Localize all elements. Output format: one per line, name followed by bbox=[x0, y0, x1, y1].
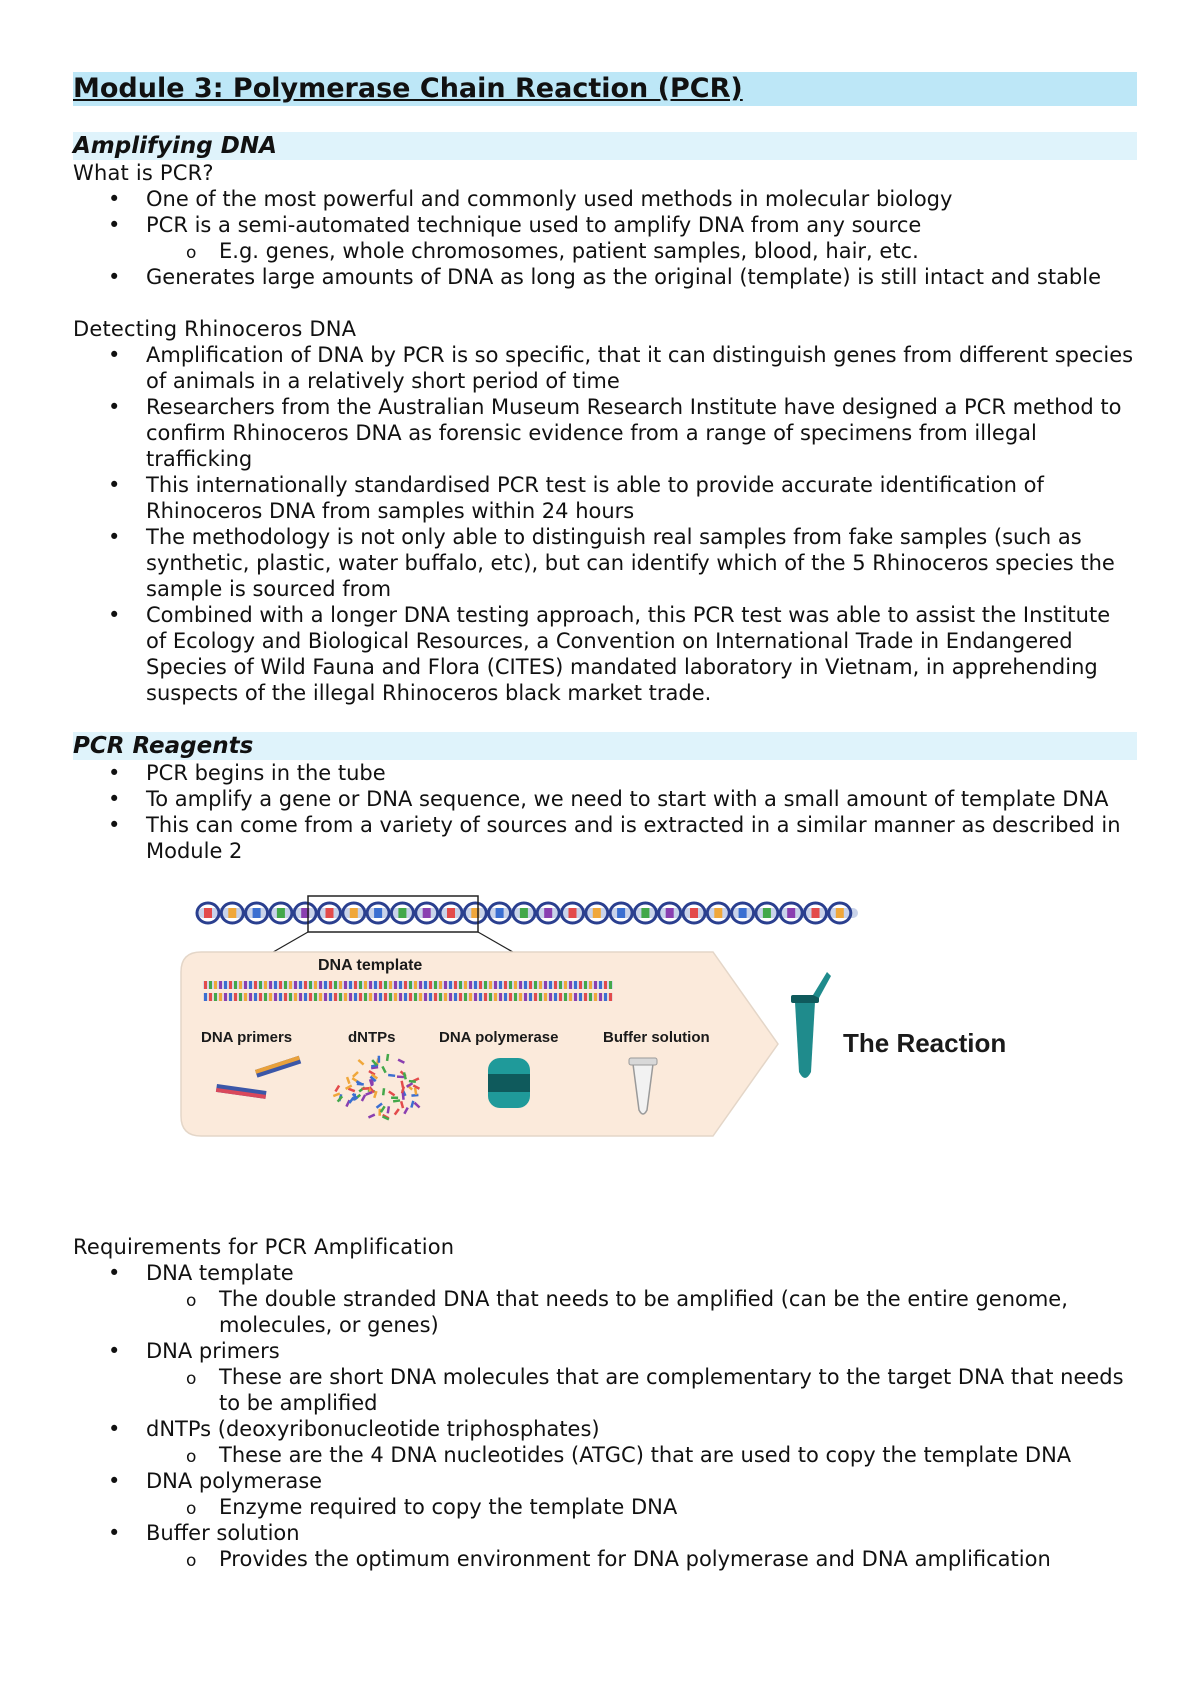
template-base bbox=[309, 993, 312, 1001]
template-base bbox=[584, 993, 587, 1001]
sub-list-item: o These are short DNA molecules that are complementary to the target DNA that needs to be amplified bbox=[73, 1364, 1137, 1416]
template-base bbox=[329, 993, 332, 1001]
template-base bbox=[214, 981, 217, 989]
template-base bbox=[504, 993, 507, 1001]
dntp-molecule bbox=[378, 1056, 381, 1063]
template-base bbox=[524, 981, 527, 989]
template-base bbox=[369, 993, 372, 1001]
dntp-molecule bbox=[391, 1097, 398, 1100]
subheading-detecting-rhinoceros-dna: Detecting Rhinoceros DNA bbox=[73, 317, 357, 341]
list-item: • Amplification of DNA by PCR is so specific, that it can distinguish genes from different species of animals in a relatively short period of time bbox=[73, 342, 1137, 394]
list-item: • Generates large amounts of DNA as long as the original (template) is still intact and stable bbox=[73, 264, 1137, 290]
template-base bbox=[609, 981, 612, 989]
template-base bbox=[484, 981, 487, 989]
template-base bbox=[269, 981, 272, 989]
template-base bbox=[279, 993, 282, 1001]
list-item: • DNA polymerase bbox=[73, 1468, 1137, 1494]
template-base bbox=[264, 993, 267, 1001]
template-base bbox=[564, 981, 567, 989]
template-base bbox=[569, 981, 572, 989]
template-base bbox=[509, 981, 512, 989]
template-base bbox=[379, 981, 382, 989]
sub-list-item: o E.g. genes, whole chromosomes, patient samples, blood, hair, etc. bbox=[73, 238, 1137, 264]
template-base bbox=[349, 993, 352, 1001]
template-base bbox=[284, 981, 287, 989]
template-base bbox=[399, 993, 402, 1001]
template-base bbox=[239, 981, 242, 989]
list-item: • Researchers from the Australian Museum Research Institute have designed a PCR method to confirm Rhinoceros DNA as forensic evidence from a range of specimens from illegal trafficking bbox=[73, 394, 1137, 472]
helix-base-pair bbox=[350, 908, 358, 918]
template-base bbox=[574, 993, 577, 1001]
template-base bbox=[224, 993, 227, 1001]
template-base bbox=[479, 993, 482, 1001]
template-base bbox=[289, 993, 292, 1001]
template-base bbox=[454, 993, 457, 1001]
helix-base-pair bbox=[714, 908, 722, 918]
template-base bbox=[314, 981, 317, 989]
template-base bbox=[589, 981, 592, 989]
template-base bbox=[384, 993, 387, 1001]
template-base bbox=[294, 993, 297, 1001]
template-base bbox=[469, 981, 472, 989]
template-base bbox=[494, 993, 497, 1001]
template-base bbox=[534, 993, 537, 1001]
subheading-requirements: Requirements for PCR Amplification bbox=[73, 1235, 455, 1259]
template-base bbox=[389, 981, 392, 989]
template-base bbox=[299, 981, 302, 989]
template-base bbox=[569, 993, 572, 1001]
template-base bbox=[319, 981, 322, 989]
template-base bbox=[389, 993, 392, 1001]
template-base bbox=[244, 993, 247, 1001]
helix-base-pair bbox=[787, 908, 795, 918]
template-base bbox=[559, 993, 562, 1001]
template-base bbox=[429, 981, 432, 989]
template-base bbox=[254, 981, 257, 989]
template-base bbox=[324, 993, 327, 1001]
helix-base-pair bbox=[641, 908, 649, 918]
template-base bbox=[529, 981, 532, 989]
template-base bbox=[509, 993, 512, 1001]
list-item: • To amplify a gene or DNA sequence, we need to start with a small amount of template DNA bbox=[73, 786, 1137, 812]
template-base bbox=[594, 981, 597, 989]
template-base bbox=[549, 981, 552, 989]
template-base bbox=[404, 981, 407, 989]
list-item: • DNA template bbox=[73, 1260, 1137, 1286]
template-base bbox=[249, 981, 252, 989]
template-base bbox=[374, 993, 377, 1001]
sub-list-item: o Enzyme required to copy the template DNA bbox=[73, 1494, 1137, 1520]
sub-list-item: o These are the 4 DNA nucleotides (ATGC) that are used to copy the template DNA bbox=[73, 1442, 1137, 1468]
template-base bbox=[574, 981, 577, 989]
template-base bbox=[254, 993, 257, 1001]
label-the-reaction: The Reaction bbox=[843, 1028, 1007, 1058]
template-base bbox=[444, 981, 447, 989]
template-base bbox=[544, 993, 547, 1001]
template-base bbox=[449, 981, 452, 989]
template-base bbox=[514, 981, 517, 989]
template-base bbox=[304, 981, 307, 989]
template-base bbox=[229, 993, 232, 1001]
list-item: • The methodology is not only able to distinguish real samples from fake samples (such as synthetic, plastic, water buffalo, etc), but can identify which of the 5 Rhinoceros species the sample is sourced from bbox=[73, 524, 1137, 602]
template-base bbox=[309, 981, 312, 989]
template-base bbox=[259, 981, 262, 989]
template-base bbox=[554, 981, 557, 989]
template-base bbox=[484, 993, 487, 1001]
template-base bbox=[434, 981, 437, 989]
template-base bbox=[229, 981, 232, 989]
pcr-reaction-figure bbox=[73, 874, 1137, 1174]
list-item: • This can come from a variety of sources and is extracted in a similar manner as described in Module 2 bbox=[73, 812, 1137, 864]
template-base bbox=[459, 993, 462, 1001]
template-base bbox=[394, 981, 397, 989]
template-base bbox=[489, 993, 492, 1001]
template-base bbox=[234, 993, 237, 1001]
template-base bbox=[519, 993, 522, 1001]
template-base bbox=[269, 993, 272, 1001]
template-base bbox=[209, 993, 212, 1001]
template-base bbox=[459, 981, 462, 989]
template-base bbox=[594, 993, 597, 1001]
template-base bbox=[349, 981, 352, 989]
dntp-molecule bbox=[378, 1109, 381, 1116]
list-item: • PCR is a semi-automated technique used to amplify DNA from any source bbox=[73, 212, 1137, 238]
template-base bbox=[419, 981, 422, 989]
template-base bbox=[474, 981, 477, 989]
template-base bbox=[259, 993, 262, 1001]
template-base bbox=[514, 993, 517, 1001]
template-base bbox=[329, 981, 332, 989]
template-base bbox=[334, 993, 337, 1001]
template-base bbox=[489, 981, 492, 989]
template-base bbox=[399, 981, 402, 989]
list-item: • Combined with a longer DNA testing approach, this PCR test was able to assist the Institute of Ecology and Biological Resources, a Convention on International Trade in Endangered Species of Wild Fauna and Flora (CITES) mandated laboratory in Vietnam, in apprehending suspects of the illegal Rhinoceros black market trade. bbox=[73, 602, 1137, 706]
template-base bbox=[239, 993, 242, 1001]
sub-list-item: o The double stranded DNA that needs to be amplified (can be the entire genome, molecules, or genes) bbox=[73, 1286, 1137, 1338]
template-base bbox=[539, 993, 542, 1001]
template-base bbox=[464, 981, 467, 989]
template-base bbox=[334, 981, 337, 989]
helix-base-pair bbox=[277, 908, 285, 918]
template-base bbox=[454, 981, 457, 989]
template-base bbox=[364, 993, 367, 1001]
template-base bbox=[204, 993, 207, 1001]
template-base bbox=[204, 981, 207, 989]
helix-base-pair bbox=[253, 908, 261, 918]
helix-base-pair bbox=[593, 908, 601, 918]
helix-base-pair bbox=[836, 908, 844, 918]
template-base bbox=[354, 981, 357, 989]
template-base bbox=[419, 993, 422, 1001]
template-base bbox=[544, 981, 547, 989]
template-base bbox=[324, 981, 327, 989]
helix-base-pair bbox=[326, 908, 334, 918]
template-base bbox=[424, 981, 427, 989]
page-title: Module 3: Polymerase Chain Reaction (PCR) bbox=[73, 72, 1137, 106]
list-item: • dNTPs (deoxyribonucleotide triphosphates) bbox=[73, 1416, 1137, 1442]
template-base bbox=[359, 981, 362, 989]
template-base bbox=[429, 993, 432, 1001]
template-base bbox=[599, 993, 602, 1001]
template-base bbox=[219, 981, 222, 989]
helix-base-pair bbox=[228, 908, 236, 918]
template-base bbox=[584, 981, 587, 989]
helix-base-pair bbox=[204, 908, 212, 918]
template-base bbox=[504, 981, 507, 989]
helix-base-pair bbox=[690, 908, 698, 918]
template-base bbox=[579, 981, 582, 989]
template-base bbox=[499, 993, 502, 1001]
helix-base-pair bbox=[569, 908, 577, 918]
template-base bbox=[564, 993, 567, 1001]
template-base bbox=[519, 981, 522, 989]
list-requirements bbox=[73, 1260, 1137, 1572]
list-what-is-pcr bbox=[73, 186, 1137, 290]
template-base bbox=[464, 993, 467, 1001]
subheading-what-is-pcr: What is PCR? bbox=[73, 161, 214, 185]
helix-base-pair bbox=[374, 908, 382, 918]
helix-base-pair bbox=[739, 908, 747, 918]
template-base bbox=[209, 981, 212, 989]
template-base bbox=[589, 993, 592, 1001]
list-item: • One of the most powerful and commonly used methods in molecular biology bbox=[73, 186, 1137, 212]
pcr-diagram bbox=[73, 874, 1137, 1174]
template-base bbox=[409, 993, 412, 1001]
helix-base-pair bbox=[520, 908, 528, 918]
template-base bbox=[604, 993, 607, 1001]
template-base bbox=[264, 981, 267, 989]
template-base bbox=[559, 981, 562, 989]
heading-amplifying-dna: Amplifying DNA bbox=[73, 132, 1137, 160]
template-base bbox=[274, 981, 277, 989]
template-base bbox=[409, 981, 412, 989]
template-base bbox=[439, 993, 442, 1001]
template-base bbox=[434, 993, 437, 1001]
template-base bbox=[414, 981, 417, 989]
template-base bbox=[474, 993, 477, 1001]
helix-base-pair bbox=[398, 908, 406, 918]
template-base bbox=[579, 993, 582, 1001]
heading-pcr-reagents: PCR Reagents bbox=[73, 732, 1137, 760]
template-base bbox=[339, 993, 342, 1001]
template-base bbox=[374, 981, 377, 989]
list-rhinoceros bbox=[73, 342, 1137, 706]
template-base bbox=[224, 981, 227, 989]
template-base bbox=[394, 993, 397, 1001]
template-base bbox=[299, 993, 302, 1001]
list-item: • Buffer solution bbox=[73, 1520, 1137, 1546]
list-item: • PCR begins in the tube bbox=[73, 760, 1137, 786]
template-base bbox=[539, 981, 542, 989]
document-page bbox=[73, 72, 1137, 1572]
helix-base-pair bbox=[496, 908, 504, 918]
template-base bbox=[449, 993, 452, 1001]
template-base bbox=[549, 993, 552, 1001]
template-base bbox=[554, 993, 557, 1001]
template-base bbox=[524, 993, 527, 1001]
template-base bbox=[604, 981, 607, 989]
dntp-molecule bbox=[397, 1075, 404, 1078]
dna-polymerase-icon bbox=[488, 1058, 530, 1108]
template-base bbox=[279, 981, 282, 989]
template-base bbox=[249, 993, 252, 1001]
list-item: • DNA primers bbox=[73, 1338, 1137, 1364]
helix-base-pair bbox=[544, 908, 552, 918]
template-base bbox=[494, 981, 497, 989]
template-base bbox=[294, 981, 297, 989]
template-base bbox=[444, 993, 447, 1001]
template-base bbox=[439, 981, 442, 989]
dna-helix-icon bbox=[197, 903, 858, 923]
template-base bbox=[599, 981, 602, 989]
template-base bbox=[214, 993, 217, 1001]
label-buffer-solution: Buffer solution bbox=[603, 1029, 710, 1046]
list-item: • This internationally standardised PCR test is able to provide accurate identification of Rhinoceros DNA from samples within 24 hours bbox=[73, 472, 1137, 524]
label-dntps: dNTPs bbox=[348, 1029, 396, 1046]
template-base bbox=[369, 981, 372, 989]
helix-base-pair bbox=[812, 908, 820, 918]
template-base bbox=[364, 981, 367, 989]
template-base bbox=[354, 993, 357, 1001]
reaction-tube-icon bbox=[791, 972, 831, 1078]
sub-list-item: o Provides the optimum environment for DNA polymerase and DNA amplification bbox=[73, 1546, 1137, 1572]
template-base bbox=[289, 981, 292, 989]
label-dna-polymerase: DNA polymerase bbox=[439, 1029, 559, 1046]
template-base bbox=[404, 993, 407, 1001]
template-base bbox=[319, 993, 322, 1001]
helix-base-pair bbox=[617, 908, 625, 918]
template-base bbox=[219, 993, 222, 1001]
helix-base-pair bbox=[423, 908, 431, 918]
template-base bbox=[314, 993, 317, 1001]
template-base bbox=[234, 981, 237, 989]
template-base bbox=[424, 993, 427, 1001]
template-base bbox=[344, 993, 347, 1001]
dntp-molecule bbox=[357, 1083, 364, 1086]
template-base bbox=[529, 993, 532, 1001]
template-base bbox=[469, 993, 472, 1001]
template-base bbox=[359, 993, 362, 1001]
helix-base-pair bbox=[666, 908, 674, 918]
template-base bbox=[339, 981, 342, 989]
helix-base-pair bbox=[763, 908, 771, 918]
template-base bbox=[344, 981, 347, 989]
template-base bbox=[284, 993, 287, 1001]
template-base bbox=[304, 993, 307, 1001]
template-base bbox=[499, 981, 502, 989]
template-base bbox=[414, 993, 417, 1001]
template-base bbox=[384, 981, 387, 989]
template-base bbox=[479, 981, 482, 989]
template-base bbox=[609, 993, 612, 1001]
template-base bbox=[379, 993, 382, 1001]
template-base bbox=[534, 981, 537, 989]
template-base bbox=[244, 981, 247, 989]
helix-base-pair bbox=[447, 908, 455, 918]
label-dna-template: DNA template bbox=[318, 957, 423, 974]
template-base bbox=[274, 993, 277, 1001]
label-dna-primers: DNA primers bbox=[201, 1029, 293, 1046]
list-pcr-reagents bbox=[73, 760, 1137, 864]
